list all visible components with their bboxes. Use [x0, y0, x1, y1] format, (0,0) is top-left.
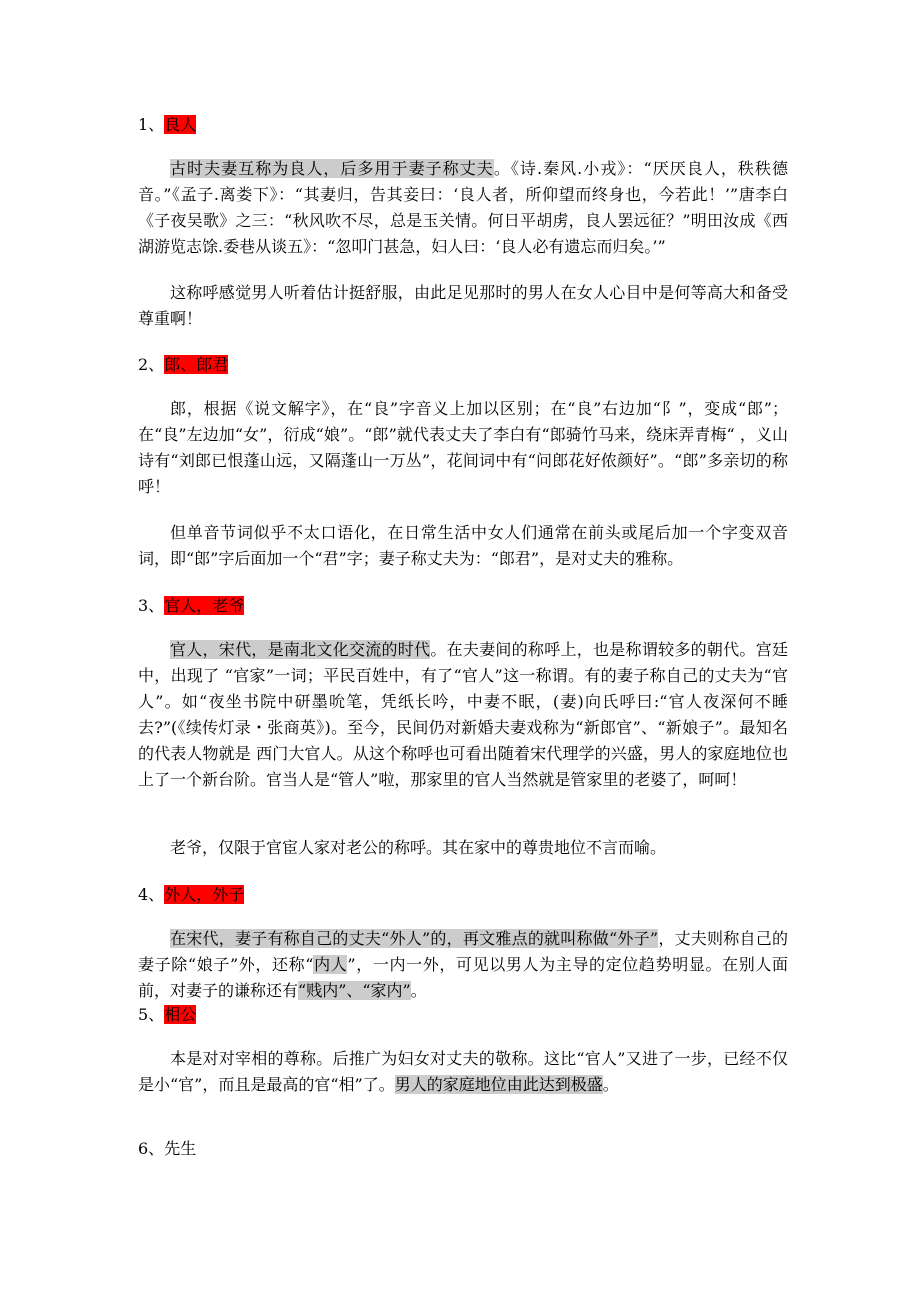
highlighted-text: 在宋代，妻子有称自己的丈夫“外人”的，再文雅点的就叫称做“外子”: [170, 929, 659, 948]
section-number: 5、: [138, 1005, 165, 1024]
section-title: 郎、郎君: [164, 355, 229, 374]
section-3-paragraph-1: [138, 637, 788, 793]
section-6-heading: [138, 1138, 196, 1160]
section-title: 先生: [164, 1139, 197, 1158]
section-title: 良人: [164, 115, 197, 134]
section-number: 6、: [138, 1139, 165, 1158]
section-number: 1、: [138, 115, 165, 134]
section-3-paragraph-2: [138, 835, 788, 861]
section-4-paragraph-1: [138, 926, 788, 1004]
highlighted-text: “贱内”、“家内”: [298, 981, 411, 1000]
paragraph-text: 这称呼感觉男人听着估计挺舒服，由此足见那时的男人在女人心目中是何等高大和备受尊重啊！: [138, 283, 788, 328]
paragraph-text: 。在夫妻间的称呼上，也是称谓较多的朝代。宫廷中，出现了 “官家”一词；平民百姓中，有了“官人”这一称谓。有的妻子称自己的丈夫为“官人”。如“夜坐书院中研墨吮笔，凭纸长吟，中妻不眠，(妻)向氏呼曰:“官人夜深何不睡去?”(《续传灯录・张商英》)。至今，民间仍对新婚夫妻戏称为“新郎官”、“新娘子”。最知名的代表人物就是 西门大官人。从这个称呼也可看出随着宋代理学的兴盛，男人的家庭地位也上了一个新台阶。官当人是“管人”啦，那家里的官人当然就是管家里的老婆了，呵呵！: [138, 640, 788, 789]
paragraph-text: 本是对对宰相的尊称。后推广为妇女对丈夫的敬称。这比“官人”又进了一步，已经不仅是小“官”，而且是最高的官“相”了。: [138, 1049, 788, 1094]
paragraph-text: ”，一内一外，可见以男人为主导的定位趋势明显。在别人面前，对妻子的谦称还有: [138, 955, 788, 1000]
paragraph-text: ，丈夫则称自己的妻子除“娘子”外，还称“: [138, 929, 788, 974]
section-1-paragraph-2: [138, 280, 788, 332]
paragraph-text: 。《诗.秦风.小戎》：“厌厌良人，秩秩德音。”《孟子.离娄下》：“其妻归，告其妾曰：‘良人者，所仰望而终身也，今若此！’”唐李白《子夜吴歌》之三：“秋风吹不尽，总是玉关情。何日平胡虏，良人罢远征？”明田汝成《西湖游览志馀.委巷从谈五》：“忽叩门甚急，妇人曰：‘良人必有遗忘而归矣。’”: [138, 159, 788, 256]
paragraph-text: 。: [410, 981, 427, 1000]
paragraph-text: 老爷，仅限于官宦人家对老公的称呼。其在家中的尊贵地位不言而喻。: [170, 838, 667, 857]
section-title: 相公: [164, 1005, 197, 1024]
highlighted-text: 内人: [313, 955, 348, 974]
section-4-heading: [138, 884, 244, 906]
section-1-paragraph-1: [138, 156, 788, 260]
section-2-paragraph-2: [138, 520, 788, 572]
highlighted-text: 古时夫妻互称为良人，后多用于妻子称丈夫: [170, 159, 494, 178]
section-5-heading: [138, 1004, 196, 1026]
section-2-heading: [138, 354, 228, 376]
section-number: 2、: [138, 355, 165, 374]
highlighted-text: 男人的家庭地位由此达到极盛: [394, 1075, 603, 1094]
section-2-paragraph-1: [138, 396, 788, 500]
highlighted-text: 官人，宋代，是南北文化交流的时代: [170, 640, 431, 659]
section-number: 3、: [138, 596, 165, 615]
section-5-paragraph-1: [138, 1046, 788, 1098]
paragraph-text: 郎，根据《说文解字》，在“良”字音义上加以区别；在“良”右边加“阝”，变成“郎”；在“良”左边加“女”，衍成“娘”。“郎”就代表丈夫了李白有“郎骑竹马来，绕床弄青梅“ ，义山诗有“刘郎已恨蓬山远，又隔蓬山一万丛”，花间词中有“问郎花好侬颜好”。“郎”多亲切的称呼！: [138, 399, 788, 496]
section-title: 外人，外子: [164, 885, 245, 904]
section-3-heading: [138, 595, 244, 617]
section-number: 4、: [138, 885, 165, 904]
paragraph-text: 。: [602, 1075, 619, 1094]
section-1-heading: [138, 114, 196, 136]
paragraph-text: 但单音节词似乎不太口语化，在日常生活中女人们通常在前头或尾后加一个字变双音词，即“郎”字后面加一个“君”字；妻子称丈夫为：“郎君”，是对丈夫的雅称。: [138, 523, 788, 568]
section-title: 官人，老爷: [164, 596, 245, 615]
